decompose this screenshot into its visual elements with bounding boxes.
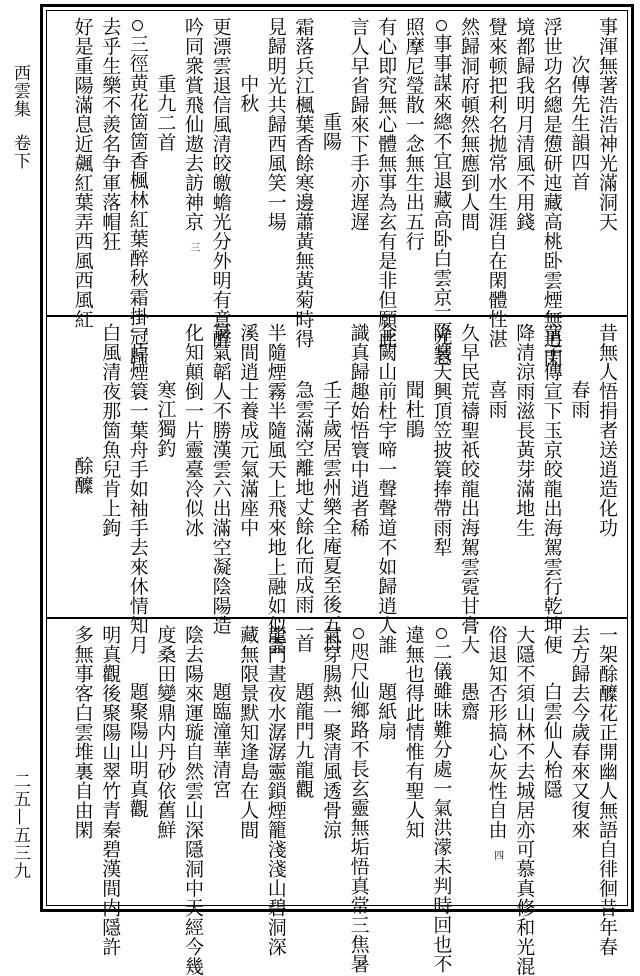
text-column — [71, 323, 95, 495]
column-text: 題聚陽山明真觀 — [126, 682, 149, 819]
text-column — [374, 17, 398, 349]
text-column — [402, 625, 426, 840]
text-column — [126, 17, 150, 366]
text-column — [485, 323, 509, 419]
column-text: 化知顛倒一片靈臺冷似冰 — [182, 323, 204, 538]
block-marker: 三 — [188, 231, 199, 253]
column-text: 言人早省歸來下手亦遅遅 — [347, 17, 370, 232]
text-column — [126, 323, 150, 655]
text-column — [485, 625, 509, 861]
text-column — [512, 17, 536, 232]
text-column — [291, 625, 315, 799]
text-column — [126, 625, 150, 819]
column-text: 降清涼雨滋長黃芽滿地生 — [513, 323, 536, 538]
text-column — [209, 625, 233, 799]
text-column — [457, 625, 481, 721]
circle-mark-icon — [436, 20, 447, 31]
column-text: 久早民荒禱聖祇皎龍出海駕雲霓甘膏大 — [458, 323, 480, 655]
column-text: 急雲滿空離地丈餘化而成雨二首 — [292, 380, 315, 653]
text-column — [347, 17, 371, 232]
text-column — [153, 17, 177, 152]
column-text: 去方歸去今歲春來又復來 — [568, 625, 591, 840]
column-text: 境都歸我明月清風不用錢 — [513, 17, 536, 232]
column-text: 藏無限景默知逢島在人間 — [237, 625, 260, 840]
text-column — [347, 323, 371, 538]
text-column — [319, 323, 343, 653]
column-text: 中秋 — [237, 74, 260, 113]
text-column — [319, 17, 343, 151]
column-text: 浮世功名總是憊研迍藏高桃卧雲煙無逍閑 — [540, 17, 563, 368]
text-column — [402, 17, 426, 251]
text-column — [402, 323, 426, 439]
text-column — [291, 17, 315, 349]
text-column — [567, 625, 591, 840]
text-column — [319, 625, 343, 840]
text-column — [98, 17, 122, 251]
text-column — [595, 323, 619, 538]
text-column — [236, 625, 260, 840]
column-text: 然歸洞府頓然無應到人間 — [458, 17, 480, 232]
text-column — [485, 17, 509, 349]
column-text: 一片煙簑一葉舟手如袖手去來休情知月 — [126, 323, 149, 655]
page-inner-border — [46, 10, 628, 976]
text-column — [512, 625, 536, 976]
text-column — [236, 17, 260, 113]
column-text: 金闕山前杜宇啼一聲聲道不如歸逍人誰 — [375, 323, 398, 655]
text-column — [209, 323, 233, 635]
text-column — [264, 17, 288, 232]
text-column — [236, 323, 260, 538]
text-column — [457, 17, 481, 232]
column-text: 寒江獨釣 — [154, 380, 177, 458]
column-text: 二儀雖昧難分處一氣洪濛未判時回也不 — [430, 642, 453, 974]
column-text: 去乎生樂不羨名争軍落帽狂 — [99, 17, 122, 251]
text-column — [567, 323, 591, 419]
column-text: 聞杜鵑 — [402, 380, 425, 439]
column-text: 事渾無著浩浩神光滿洞天 — [596, 17, 618, 232]
text-column — [429, 323, 453, 557]
column-text: 覺來顿把利名拋常水生涯自在閑體性湛 — [485, 17, 508, 349]
column-text: 溪間逍士養成元氣滿座中 — [237, 323, 260, 538]
page-margin — [0, 0, 40, 917]
column-text: 龍門晝夜水潺潺靈鎖煙籠淺淺山碧洞深 — [264, 625, 287, 957]
column-text: 三徑黄花箇箇香楓林紅葉醉秋霜掛冠歸 — [126, 34, 149, 366]
column-text: 吟同衆賞飛仙遨去訪神京 — [182, 17, 204, 232]
book-title: 西雲集 — [10, 64, 30, 118]
column-text: 暑氣韜人不勝漢雲六出滿空凝陰陽造 — [209, 323, 232, 635]
text-column — [264, 323, 288, 655]
text-column — [209, 17, 233, 349]
text-column — [512, 323, 536, 538]
column-text: 度桑田變鼎内丹砂依舊鮮 — [154, 625, 177, 840]
text-column — [181, 323, 205, 538]
text-column — [98, 625, 122, 957]
text-column — [457, 323, 481, 655]
column-text: 俗退知否形搞心灰性自由 — [485, 625, 508, 840]
column-text: 識真歸趣始悟寰中逍者稀 — [347, 323, 370, 538]
column-text: 咫尺仙鄉路不長玄靈無垢悟真常三焦暑 — [347, 642, 370, 974]
column-text: 昔無人悟捐者送逍造化功 — [596, 323, 618, 538]
text-column — [291, 323, 315, 653]
column-text: 題紙扇 — [375, 682, 398, 741]
text-column — [374, 625, 398, 741]
column-text: 白雲仙人枱隱 — [540, 682, 563, 799]
text-column — [71, 17, 95, 329]
text-column — [595, 625, 619, 957]
text-column — [429, 17, 453, 366]
column-text: 白風清夜那箇魚兒肯上鉤 — [99, 323, 122, 538]
text-panel-middle — [47, 315, 627, 655]
column-text: 愚齋 — [458, 682, 480, 721]
column-text: 半隨煙霧半隨風天上飛來地上融如似雲 — [264, 323, 287, 655]
column-text: 更漂雲退信風清皎皦蟾光分外明有意醉 — [209, 17, 232, 349]
column-text: 好是重陽滿息近飆紅葉弄西風西風紅 — [71, 17, 94, 329]
column-text: 見歸明光共歸西風笑一場 — [264, 17, 287, 232]
text-column — [595, 17, 619, 232]
column-text: 喜雨 — [485, 380, 508, 419]
column-text: 多無事客白雲堆裏自由閑 — [71, 625, 94, 840]
text-column — [374, 323, 398, 655]
text-panel-top — [47, 11, 627, 368]
column-text: 次傳先生韻四首 — [568, 55, 591, 192]
column-text: 明真觀後聚陽山翠竹青秦碧漢間内隱許 — [99, 625, 122, 957]
text-panel-bottom — [47, 617, 627, 976]
column-text: 大隱不須山林不去城居亦可慕真修和光混 — [513, 625, 536, 976]
text-column — [347, 625, 371, 974]
column-text: 違無也得此情惟有聖人知 — [402, 625, 425, 840]
volume-label: 卷下 — [10, 134, 30, 170]
text-column — [153, 323, 177, 458]
text-column — [264, 625, 288, 957]
text-column — [567, 17, 591, 192]
text-column — [540, 323, 564, 655]
text-column — [429, 625, 453, 974]
column-text: 一架酴醾花正開幽人無語自徘徊昔年春 — [596, 625, 618, 957]
circle-mark-icon — [436, 628, 447, 639]
column-text: 題龍門九龍觀 — [292, 682, 315, 799]
text-column — [540, 625, 564, 799]
page-number: 二五—五三九 — [10, 772, 30, 880]
column-text: 氣穿腸熱一聚清風透骨涼 — [320, 625, 342, 840]
column-text: 春雨 — [568, 380, 591, 419]
column-text: 霜落兵江楓葉香餘寒邊蕭黃無黃菊時得 — [292, 17, 315, 349]
column-text: 酴醾 — [71, 456, 94, 495]
column-text: 壬子歲居雲州樂全庵夏至後五日 — [320, 380, 342, 653]
column-text: 題臨潼華清宮 — [209, 682, 232, 799]
block-marker: 四 — [491, 839, 503, 861]
text-column — [181, 625, 205, 976]
page-frame — [40, 4, 634, 976]
column-text: 照摩尼瑩散一念無生出五行 — [402, 17, 425, 251]
column-text: 降裳天興頂笠披簑捧帶雨犁 — [430, 323, 453, 557]
column-text: 有心即究無心體無事為玄有是非但願此 — [375, 17, 398, 349]
text-column — [181, 17, 205, 253]
circle-mark-icon — [353, 628, 364, 639]
text-column — [71, 625, 95, 840]
column-text: 童子傳宣下玉京皎龍出海駕雲行乾坤便 — [540, 323, 563, 655]
text-column — [98, 323, 122, 538]
column-text: 事事謀來總不宜退藏高卧白雲京三光慧 — [430, 34, 453, 366]
text-column — [153, 625, 177, 840]
column-text: 陰去陽來運璇自然雲山深隱洞中天經今幾 — [182, 625, 204, 976]
column-text: 重九二首 — [154, 74, 177, 152]
column-text: 重陽 — [320, 112, 342, 151]
circle-mark-icon — [132, 20, 143, 31]
